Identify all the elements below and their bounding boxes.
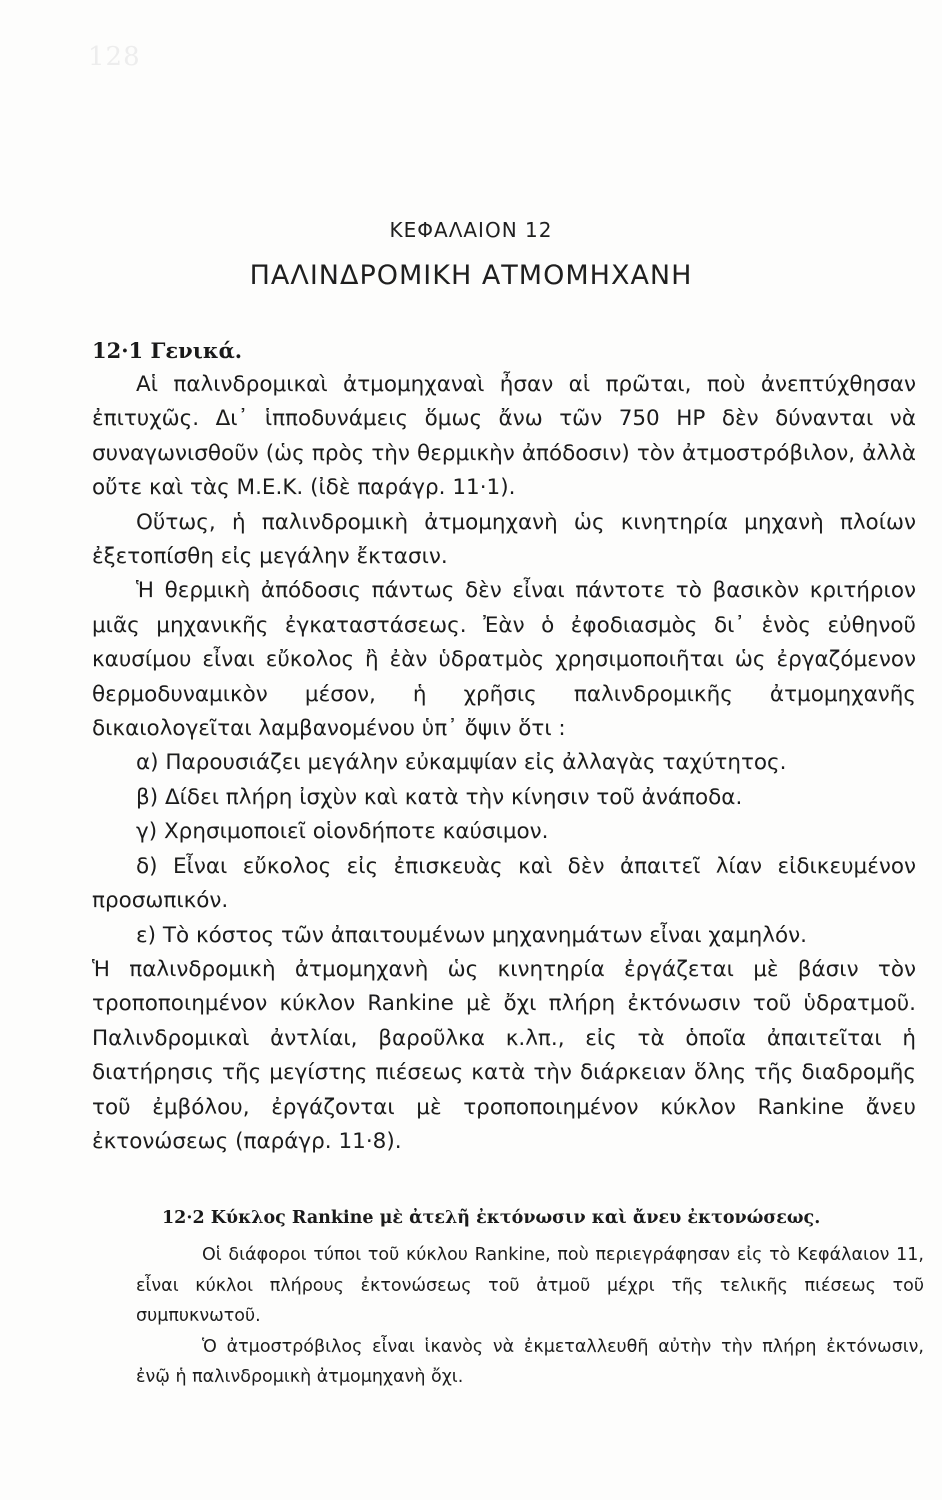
chapter-title: ΠΑΛΙΝΔΡΟΜΙΚΗ ΑΤΜΟΜΗΧΑΝΗ xyxy=(249,260,693,291)
list-item: γ) Χρησιμοποιεῖ οἱονδήποτε καύσιμον. xyxy=(136,819,549,845)
list-item: ε) Τὸ κόστος τῶν ἀπαιτουμένων μηχανημάτων εἶναι χαμηλόν. xyxy=(136,922,808,948)
paragraph: Οὕτως, ἡ παλινδρομικὴ ἀτμομηχανὴ ὡς κινητηρία μηχανὴ πλοίων ἐξετοπίσθη εἰς μεγάλην ἔκτασιν. xyxy=(92,509,916,570)
chapter-label: ΚΕΦΑΛΑΙΟΝ 12 xyxy=(389,218,553,242)
paragraph: Ἡ θερμικὴ ἀπόδοσις πάντως δὲν εἶναι πάντοτε τὸ βασικὸν κριτήριον μιᾶς μηχανικῆς ἐγκαταστάσεως. Ἐὰν ὁ ἐφοδιασμὸς δι᾽ ἑνὸς εὐθηνοῦ καυσίμου εἶναι εὔκολος ἢ ἐὰν ὑδρατμὸς χρησιμοποιῆται ὡς ἐργαζόμενον θερμοδυναμικὸν μέσον, ἡ χρῆσις παλινδρομικῆς ἀτμομηχανῆς δικαιολογεῖται λαμβανομένου ὑπ᾽ ὄψιν ὅτι : xyxy=(92,578,916,742)
page-number: 128 xyxy=(88,42,141,72)
paragraph: Ὁ ἀτμοστρόβιλος εἶναι ἱκανὸς νὰ ἐκμεταλλευθῆ αὐτὴν τὴν πλήρη ἐκτόνωσιν, ἐνῷ ἡ παλινδρομικὴ ἀτμομηχανὴ ὄχι. xyxy=(136,1336,924,1387)
section-heading: 12·1 Γενικά. xyxy=(92,338,243,363)
list-item: β) Δίδει πλήρη ἰσχὺν καὶ κατὰ τὴν κίνησιν τοῦ ἀνάποδα. xyxy=(136,784,743,810)
paragraph: Οἱ διάφοροι τύποι τοῦ κύκλου Rankine, ποὺ περιεγράφησαν εἰς τὸ Κεφάλαιον 11, εἶναι κύκλοι πλήρους ἐκτονώσεως τοῦ ἀτμοῦ μέχρι τῆς τελικῆς πιέσεως τοῦ συμπυκνωτοῦ. xyxy=(136,1245,924,1326)
paragraph: Αἱ παλινδρομικαὶ ἀτμομηχαναὶ ἦσαν αἱ πρῶται, ποὺ ἀνεπτύχθησαν ἐπιτυχῶς. Δι᾽ ἱπποδυνάμεις ὅμως ἄνω τῶν 750 HP δὲν δύνανται νὰ συναγωνισθοῦν (ὡς πρὸς τὴν θερμικὴν ἀπόδοσιν) τὸν ἀτμοστρόβιλον, ἀλλὰ οὔτε καὶ τὰς Μ.Ε.Κ. (ἰδὲ παράγρ. 11·1). xyxy=(92,372,916,501)
subsection-heading: 12·2 Κύκλος Rankine μὲ ἀτελῆ ἐκτόνωσιν καὶ ἄνευ ἐκτονώσεως. xyxy=(162,1208,821,1228)
list-item: δ) Εἶναι εὔκολος εἰς ἐπισκευὰς καὶ δὲν ἀπαιτεῖ λίαν εἰδικευμένον προσωπικόν. xyxy=(92,853,916,914)
section-body xyxy=(92,368,916,1159)
list-item: α) Παρουσιάζει μεγάλην εὐκαμψίαν εἰς ἀλλαγὰς ταχύτητος. xyxy=(136,750,787,776)
subsection-body xyxy=(136,1240,924,1393)
paragraph: Ἡ παλινδρομικὴ ἀτμομηχανὴ ὡς κινητηρία ἐργάζεται μὲ βάσιν τὸν τροποποιημένον κύκλον Rankine μὲ ὄχι πλήρη ἐκτόνωσιν τοῦ ὑδρατμοῦ. Παλινδρομικαὶ ἀντλίαι, βαροῦλκα κ.λπ., εἰς τὰ ὁποῖα ἀπαιτεῖται ἡ διατήρησις τῆς μεγίστης πιέσεως κατὰ τὴν διάρκειαν ὅλης τῆς διαδρομῆς τοῦ ἐμβόλου, ἐργάζονται μὲ τροποποιημένον κύκλον Rankine ἄνευ ἐκτονώσεως (παράγρ. 11·8). xyxy=(92,956,916,1154)
